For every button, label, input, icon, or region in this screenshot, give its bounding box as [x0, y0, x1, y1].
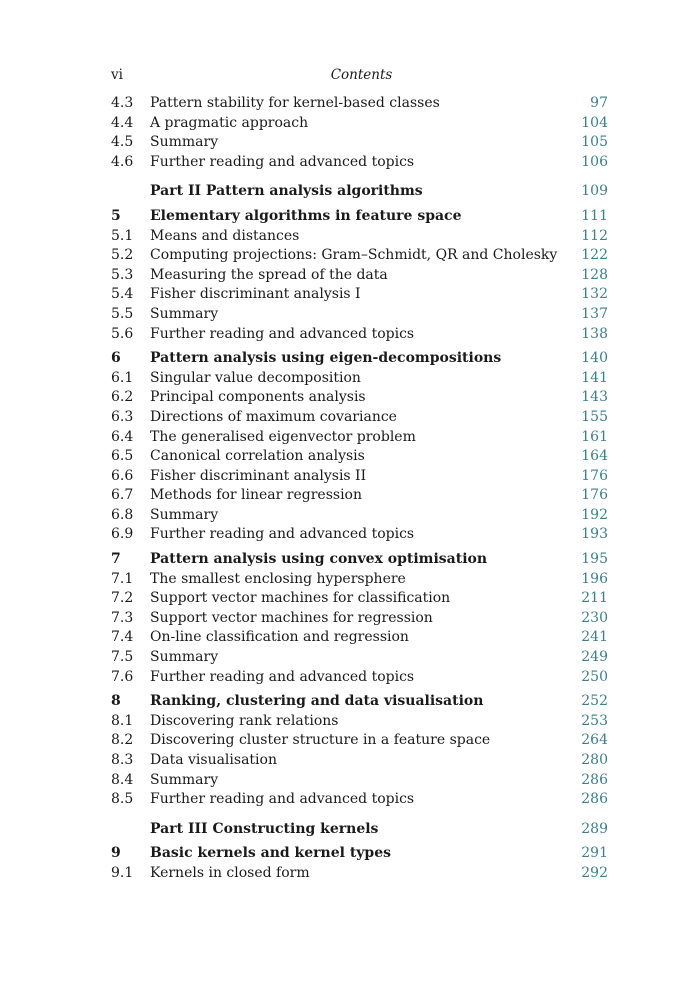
- toc-entry-title: Discovering rank relations: [150, 712, 339, 729]
- toc-entry-title: Further reading and advanced topics: [150, 668, 415, 685]
- toc-entry-number: 7.6: [111, 668, 134, 685]
- toc-entry-number: 7.3: [111, 609, 134, 626]
- toc-entry-number: 5.4: [111, 286, 134, 303]
- toc-entry-page-link[interactable]: 137: [581, 305, 608, 322]
- toc-entry-title: Elementary algorithms in feature space: [150, 207, 462, 224]
- toc-entry-page-link[interactable]: 196: [581, 570, 608, 587]
- toc-entry-number: 8.3: [111, 752, 134, 768]
- toc-section-entry[interactable]: [111, 94, 608, 114]
- toc-section-entry[interactable]: [111, 506, 608, 526]
- toc-entry-number: 7.2: [111, 590, 134, 607]
- toc-entry-page-link[interactable]: 112: [581, 227, 608, 244]
- toc-entry-page-link[interactable]: 286: [581, 771, 608, 788]
- toc-section-entry[interactable]: [111, 771, 608, 791]
- toc-chapter-entry[interactable]: [111, 550, 608, 570]
- toc-entry-page-link[interactable]: 195: [581, 551, 608, 568]
- toc-entry-title: Fisher discriminant analysis II: [150, 467, 367, 484]
- toc-entry-page-link[interactable]: 109: [581, 183, 608, 200]
- toc-section-entry[interactable]: [111, 648, 608, 668]
- toc-section-entry[interactable]: [111, 486, 608, 506]
- toc-entry-page-link[interactable]: 264: [581, 732, 608, 749]
- toc-entry-page-link[interactable]: 280: [581, 752, 608, 768]
- toc-entry-page-link[interactable]: 292: [581, 864, 608, 881]
- toc-entry-title: Computing projections: Gram–Schmidt, QR and Cholesky: [150, 247, 558, 264]
- toc-entry-number: 6.1: [111, 369, 134, 386]
- toc-entry-number: 7.4: [111, 629, 134, 646]
- toc-entry-title: Kernels in closed form: [150, 864, 310, 881]
- toc-entry-title: Basic kernels and kernel types: [150, 845, 392, 862]
- toc-entry-number: 8.5: [111, 791, 134, 808]
- toc-entry-number: 8: [111, 693, 121, 710]
- toc-entry-page-link[interactable]: 230: [581, 609, 608, 626]
- toc-entry-page-link[interactable]: 192: [581, 506, 608, 523]
- toc-entry-title: On-line classification and regression: [150, 629, 409, 646]
- toc-section-entry[interactable]: [111, 114, 608, 134]
- toc-entry-title: Principal components analysis: [150, 389, 366, 406]
- toc-entry-number: 8.4: [111, 771, 134, 788]
- toc-entry-title: Directions of maximum covariance: [150, 408, 397, 425]
- toc-entry-number: 6: [111, 350, 121, 367]
- toc-section-entry[interactable]: [111, 227, 608, 247]
- table-of-contents: [111, 94, 608, 884]
- toc-entry-title: Discovering cluster structure in a feature space: [150, 732, 491, 749]
- toc-entry-page-link[interactable]: 193: [581, 526, 608, 543]
- toc-entry-page-link[interactable]: 140: [581, 350, 608, 367]
- toc-section-entry[interactable]: [111, 467, 608, 487]
- toc-entry-number: 8.1: [111, 712, 134, 729]
- toc-entry-title: Pattern analysis using eigen-decompositions: [150, 350, 502, 367]
- toc-entry-page-link[interactable]: 291: [581, 845, 608, 862]
- toc-entry-page-link[interactable]: 143: [581, 389, 608, 406]
- toc-entry-title: Further reading and advanced topics: [150, 791, 415, 808]
- running-title: Contents: [330, 67, 393, 83]
- toc-section-entry[interactable]: [111, 525, 608, 545]
- toc-entry-title: A pragmatic approach: [150, 114, 309, 131]
- toc-entry-number: 4.6: [111, 153, 134, 170]
- toc-section-entry[interactable]: [111, 712, 608, 732]
- toc-entry-title: Summary: [150, 506, 219, 523]
- toc-entry-title: Singular value decomposition: [150, 369, 361, 386]
- toc-entry-page-link[interactable]: 289: [581, 820, 608, 837]
- toc-entry-title: Further reading and advanced topics: [150, 526, 415, 543]
- toc-entry-page-link[interactable]: 104: [581, 114, 608, 131]
- toc-entry-number: 6.5: [111, 448, 134, 465]
- toc-entry-number: 7: [111, 551, 121, 568]
- toc-chapter-entry[interactable]: [111, 844, 608, 864]
- toc-section-entry[interactable]: [111, 369, 608, 389]
- toc-entry-title: Ranking, clustering and data visualisation: [150, 693, 484, 710]
- toc-entry-title: The smallest enclosing hypersphere: [150, 570, 406, 587]
- toc-entry-page-link[interactable]: 211: [581, 590, 608, 607]
- toc-section-entry[interactable]: [111, 570, 608, 590]
- toc-entry-title: Methods for linear regression: [150, 487, 362, 504]
- toc-entry-number: 7.1: [111, 570, 134, 587]
- toc-entry-title: Support vector machines for classification: [150, 590, 451, 607]
- toc-section-entry[interactable]: [111, 285, 608, 305]
- toc-entry-number: 6.7: [111, 487, 134, 504]
- toc-entry-number: 4.4: [111, 114, 134, 131]
- toc-section-entry[interactable]: [111, 628, 608, 648]
- toc-entry-title: Summary: [150, 134, 219, 151]
- toc-chapter-entry[interactable]: [111, 692, 608, 712]
- toc-section-entry[interactable]: [111, 589, 608, 609]
- toc-entry-title: Means and distances: [150, 227, 300, 244]
- toc-section-entry[interactable]: [111, 668, 608, 688]
- toc-entry-title: Further reading and advanced topics: [150, 153, 415, 170]
- toc-entry-number: 6.6: [111, 467, 134, 484]
- toc-entry-page-link[interactable]: 155: [581, 408, 608, 425]
- toc-entry-number: 6.4: [111, 428, 134, 445]
- toc-section-entry[interactable]: [111, 751, 608, 771]
- toc-entry-page-link[interactable]: 111: [581, 207, 608, 224]
- toc-section-entry[interactable]: [111, 305, 608, 325]
- toc-entry-number: 9: [111, 845, 121, 862]
- toc-entry-page-link[interactable]: 138: [581, 325, 608, 342]
- toc-chapter-entry[interactable]: [111, 349, 608, 369]
- toc-entry-title: The generalised eigenvector problem: [150, 428, 416, 445]
- toc-entry-title: Pattern analysis using convex optimisation: [150, 551, 488, 568]
- toc-entry-title: Part III Constructing kernels: [150, 820, 379, 837]
- toc-entry-page-link[interactable]: 250: [581, 668, 608, 685]
- toc-entry-page-link[interactable]: 286: [581, 791, 608, 808]
- toc-section-entry[interactable]: [111, 447, 608, 467]
- toc-part-entry[interactable]: [111, 820, 608, 840]
- toc-section-entry[interactable]: [111, 408, 608, 428]
- toc-entry-page-link[interactable]: 128: [581, 266, 608, 283]
- toc-chapter-entry[interactable]: [111, 207, 608, 227]
- toc-section-entry[interactable]: [111, 266, 608, 286]
- toc-entry-title: Canonical correlation analysis: [150, 448, 365, 465]
- toc-section-entry[interactable]: [111, 133, 608, 153]
- toc-section-entry[interactable]: [111, 790, 608, 810]
- toc-section-entry[interactable]: [111, 325, 608, 345]
- toc-entry-number: 5: [111, 207, 121, 224]
- toc-entry-page-link[interactable]: 97: [590, 95, 608, 111]
- toc-entry-title: Support vector machines for regression: [150, 609, 433, 626]
- toc-entry-page-link[interactable]: 252: [581, 693, 608, 710]
- toc-entry-title: Data visualisation: [150, 752, 277, 768]
- toc-entry-number: 4.3: [111, 95, 134, 111]
- toc-entry-title: Fisher discriminant analysis I: [150, 286, 361, 303]
- toc-entry-number: 5.3: [111, 266, 134, 283]
- toc-entry-page-link[interactable]: 176: [581, 467, 608, 484]
- toc-entry-page-link[interactable]: 106: [581, 153, 608, 170]
- toc-section-entry[interactable]: [111, 428, 608, 448]
- toc-section-entry[interactable]: [111, 864, 608, 884]
- toc-section-entry[interactable]: [111, 246, 608, 266]
- toc-entry-title: Measuring the spread of the data: [150, 266, 388, 283]
- toc-entry-title: Summary: [150, 305, 219, 322]
- toc-entry-title: Summary: [150, 771, 219, 788]
- toc-entry-page-link[interactable]: 249: [581, 649, 608, 666]
- toc-entry-page-link[interactable]: 176: [581, 487, 608, 504]
- toc-entry-number: 6.9: [111, 526, 134, 543]
- toc-entry-number: 5.1: [111, 227, 134, 244]
- toc-entry-page-link[interactable]: 141: [581, 369, 608, 386]
- toc-entry-number: 6.2: [111, 389, 134, 406]
- toc-section-entry[interactable]: [111, 153, 608, 173]
- toc-section-entry[interactable]: [111, 609, 608, 629]
- toc-part-entry[interactable]: [111, 182, 608, 202]
- toc-entry-page-link[interactable]: 164: [581, 448, 608, 465]
- toc-entry-number: 8.2: [111, 732, 134, 749]
- toc-entry-number: 7.5: [111, 649, 134, 666]
- toc-entry-number: 6.8: [111, 506, 134, 523]
- toc-entry-title: Part II Pattern analysis algorithms: [150, 183, 423, 200]
- toc-entry-page-link[interactable]: 105: [581, 134, 608, 151]
- toc-entry-title: Further reading and advanced topics: [150, 325, 415, 342]
- toc-entry-number: 6.3: [111, 408, 134, 425]
- toc-entry-number: 5.5: [111, 305, 134, 322]
- toc-section-entry[interactable]: [111, 731, 608, 751]
- toc-entry-number: 4.5: [111, 134, 134, 151]
- toc-entry-number: 5.6: [111, 325, 134, 342]
- toc-section-entry[interactable]: [111, 388, 608, 408]
- toc-entry-page-link[interactable]: 241: [581, 629, 608, 646]
- page-number: vi: [111, 67, 123, 83]
- toc-entry-page-link[interactable]: 161: [581, 428, 608, 445]
- toc-entry-page-link[interactable]: 253: [581, 712, 608, 729]
- toc-entry-title: Pattern stability for kernel-based classes: [150, 95, 440, 111]
- toc-entry-title: Summary: [150, 649, 219, 666]
- toc-entry-page-link[interactable]: 122: [581, 247, 608, 264]
- toc-entry-page-link[interactable]: 132: [581, 286, 608, 303]
- toc-entry-number: 5.2: [111, 247, 134, 264]
- toc-entry-number: 9.1: [111, 864, 134, 881]
